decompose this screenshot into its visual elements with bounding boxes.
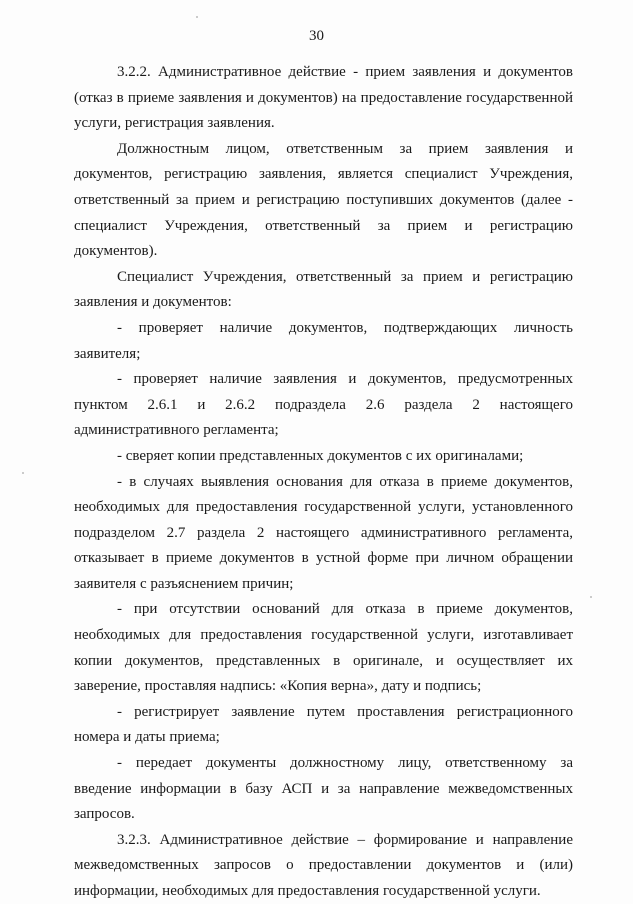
list-item-make-copies: - при отсутствии оснований для отказа в приеме документов, необходимых для предоставления государственной услуги, изготавливает копии документов, представленных в оригинале, и осуществляет их заверение, проставляя надпись: «Копия верна», дату и подпись;	[74, 601, 573, 695]
list-item-transfer: - передает документы должностному лицу, ответственному за введение информации в базу АСП и за направление межведомственных запросов.	[74, 755, 573, 823]
scan-speck	[590, 596, 592, 598]
paragraph-specialist-intro: Специалист Учреждения, ответственный за прием и регистрацию заявления и документов:	[74, 268, 573, 311]
paragraph-3-2-3-heading: 3.2.3. Административное действие – формирование и направление межведомственных запросов о предоставлении документов и (или) информации, необходимых для предоставления государственной услуги.	[74, 831, 573, 899]
list-item-register: - регистрирует заявление путем проставления регистрационного номера и даты приема;	[74, 703, 573, 746]
paragraph-responsible-official: Должностным лицом, ответственным за прием заявления и документов, регистрацию заявления, является специалист Учреждения, ответственный за прием и регистрацию поступивших документов (далее - специалист Учреждения, ответственный за прием и регистрацию документов).	[74, 140, 573, 260]
scan-speck	[22, 472, 24, 474]
page-number: 30	[309, 28, 324, 44]
list-item-refusal: - в случаях выявления основания для отказа в приеме документов, необходимых для предоставления государственной услуги, установленного подразделом 2.7 раздела 2 настоящего административного регламента, отказывает в приеме документов в устной форме при личном обращении заявителя с разъяснением причин;	[74, 473, 573, 592]
list-item-check-documents: - проверяет наличие заявления и документов, предусмотренных пунктом 2.6.1 и 2.6.2 подраздела 2.6 раздела 2 настоящего административного регламента;	[74, 371, 573, 439]
list-item-compare-copies: - сверяет копии представленных документов с их оригиналами;	[117, 447, 524, 464]
scan-speck	[196, 16, 198, 18]
document-body	[74, 60, 573, 905]
paragraph-3-2-2-heading: 3.2.2. Административное действие - прием заявления и документов (отказ в приеме заявления и документов) на предоставление государственной услуги, регистрация заявления.	[74, 64, 573, 132]
list-item-check-identity: - проверяет наличие документов, подтверждающих личность заявителя;	[74, 319, 573, 362]
